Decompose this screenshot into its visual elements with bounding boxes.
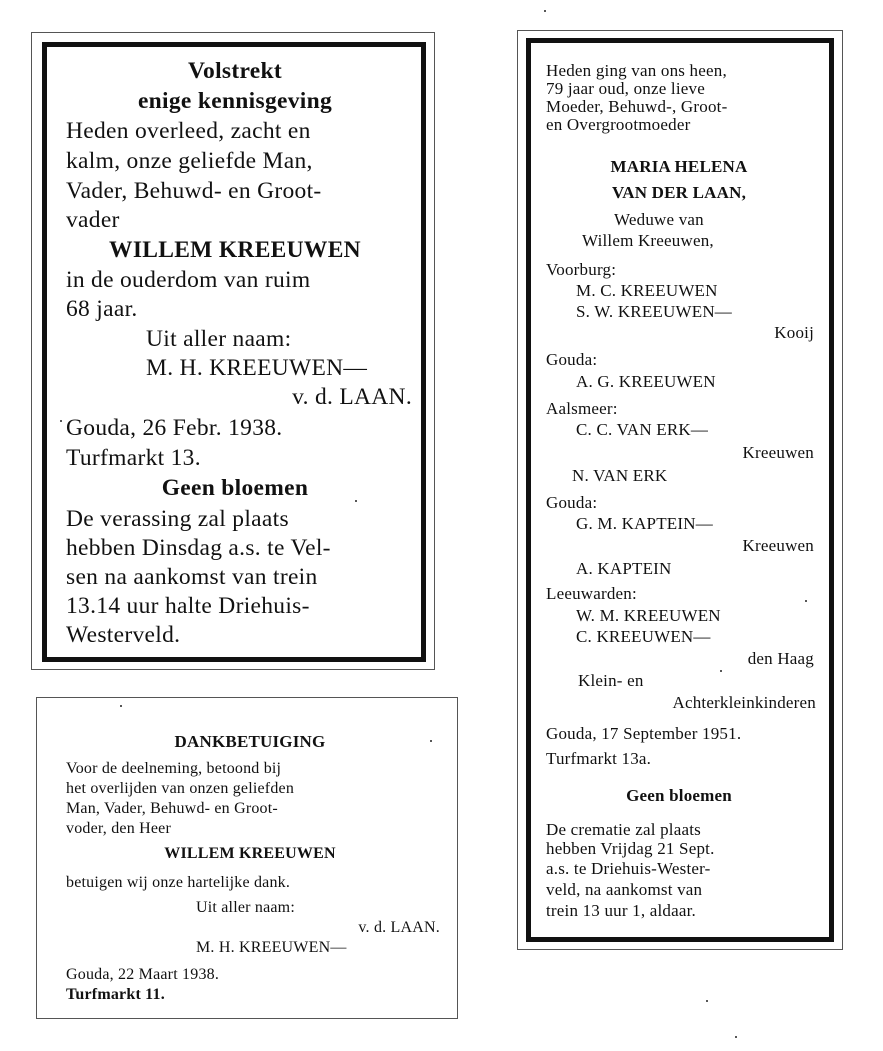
text-line: veld, na aankomst van: [546, 880, 703, 899]
text-line: 68 jaar.: [66, 296, 138, 322]
text-line: Uit aller naam:: [146, 326, 292, 352]
heading: Volstrekt: [187, 58, 283, 84]
text-line: Heden ging van ons heen,: [546, 61, 727, 80]
scan-speck: [60, 420, 62, 422]
relative: A. G. KREEUWEN: [576, 372, 716, 391]
text-line: Weduwe van: [614, 210, 704, 229]
scan-speck: [120, 705, 122, 707]
text-line: trein 13 uur 1, aldaar.: [546, 901, 696, 920]
place-date: Gouda, 26 Febr. 1938.: [66, 415, 283, 441]
signatory: v. d. LAAN.: [358, 919, 440, 936]
heading: enige kennisgeving: [137, 88, 333, 114]
text-line: Vader, Behuwd- en Groot-: [66, 178, 322, 204]
text-line: Voor de deelneming, betoond bij: [66, 760, 282, 777]
text-line: Man, Vader, Behuwd- en Groot-: [66, 800, 278, 817]
place-label: Gouda:: [546, 350, 598, 369]
text-line: voder, den Heer: [66, 820, 171, 837]
heading: DANKBETUIGING: [174, 732, 326, 751]
text-line: sen na aankomst van trein: [66, 564, 318, 590]
text-line: Moeder, Behuwd-, Groot-: [546, 97, 728, 116]
signatory: M. H. KREEUWEN—: [196, 939, 347, 956]
place-date: Gouda, 17 September 1951.: [546, 724, 742, 743]
address: Turfmarkt 11.: [66, 986, 165, 1003]
scan-speck: [544, 10, 546, 12]
place-label: Leeuwarden:: [546, 584, 637, 603]
place-label: Voorburg:: [546, 260, 617, 279]
relative: A. KAPTEIN: [576, 559, 672, 578]
text-line: in de ouderdom van ruim: [66, 267, 311, 293]
signatory: M. H. KREEUWEN—: [146, 355, 368, 381]
scan-speck: [805, 600, 807, 602]
text-line: hebben Vrijdag 21 Sept.: [546, 839, 715, 858]
signatory: v. d. LAAN.: [292, 384, 412, 410]
text-line: betuigen wij onze hartelijke dank.: [66, 874, 291, 891]
text-line: hebben Dinsdag a.s. te Vel-: [66, 535, 331, 561]
relative: C. C. VAN ERK—: [576, 420, 709, 439]
text-line: De crematie zal plaats: [546, 820, 701, 839]
scan-speck: [720, 670, 722, 672]
place-date: Gouda, 22 Maart 1938.: [66, 966, 220, 983]
scan-speck: [355, 500, 357, 502]
text-line: Westerveld.: [66, 622, 181, 648]
text-line: 79 jaar oud, onze lieve: [546, 79, 705, 98]
text-line: Uit aller naam:: [196, 899, 295, 916]
no-flowers: Geen bloemen: [626, 786, 732, 805]
text-line: De verassing zal plaats: [66, 506, 289, 532]
relative: C. KREEUWEN—: [576, 627, 711, 646]
relative: G. M. KAPTEIN—: [576, 514, 713, 533]
address: Turfmarkt 13.: [66, 445, 201, 471]
no-flowers: Geen bloemen: [161, 475, 309, 501]
text-line: a.s. te Driehuis-Wester-: [546, 859, 711, 878]
scan-speck: [735, 1036, 737, 1038]
text-line: Heden overleed, zacht en: [66, 118, 311, 144]
place-label: Aalsmeer:: [546, 399, 618, 418]
text-line: Willem Kreeuwen,: [582, 231, 714, 250]
relative: M. C. KREEUWEN: [576, 281, 718, 300]
deceased-name: VAN DER LAAN,: [611, 183, 747, 202]
text-line: vader: [66, 207, 120, 233]
deceased-name: WILLEM KREEUWEN: [109, 237, 361, 263]
text-line: het overlijden van onzen geliefden: [66, 780, 295, 797]
relative: Klein- en: [578, 671, 644, 690]
relative: N. VAN ERK: [572, 466, 668, 485]
relative: W. M. KREEUWEN: [576, 606, 721, 625]
place-label: Gouda:: [546, 493, 598, 512]
scan-speck: [706, 1000, 708, 1002]
scan-speck: [430, 740, 432, 742]
relative: den Haag: [747, 649, 814, 668]
text-line: en Overgrootmoeder: [546, 115, 691, 134]
text-line: kalm, onze geliefde Man,: [66, 148, 313, 174]
relative: Achterkleinkinderen: [672, 693, 816, 712]
relative: Kooij: [774, 323, 814, 342]
text-line: 13.14 uur halte Driehuis-: [66, 593, 310, 619]
relative: S. W. KREEUWEN—: [576, 302, 732, 321]
relative: Kreeuwen: [742, 443, 814, 462]
deceased-name: WILLEM KREEUWEN: [164, 845, 336, 862]
relative: Kreeuwen: [742, 536, 814, 555]
address: Turfmarkt 13a.: [546, 749, 652, 768]
deceased-name: MARIA HELENA: [610, 157, 748, 176]
